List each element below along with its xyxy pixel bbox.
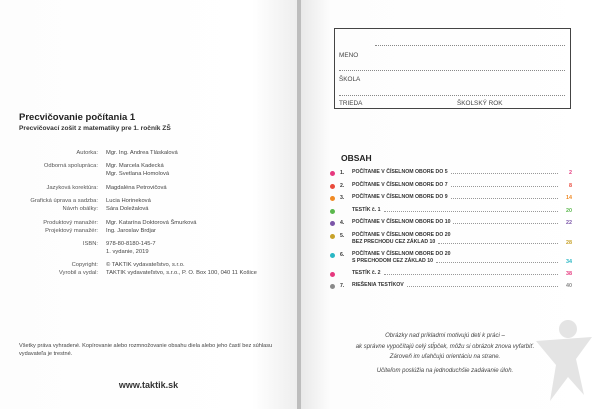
chapter-color-dot: [330, 253, 335, 258]
book-subtitle: Precvičovací zošit z matematiky pre 1. ročník ZŠ: [19, 125, 171, 132]
school-label: ŠKOLA: [339, 76, 361, 83]
name-box: [334, 28, 571, 109]
chapter-number: 5.: [340, 232, 345, 239]
chapter-color-dot: [330, 209, 335, 214]
contents-item[interactable]: [330, 182, 572, 195]
chapter-title: POČÍTANIE V ČÍSELNOM OBORE DO 10: [352, 219, 451, 225]
publisher-logo-icon: [532, 315, 594, 409]
credit-value: Mgr. Ing. Andrea Tláskalová: [106, 150, 178, 156]
contents-item[interactable]: [330, 194, 572, 207]
credit-value: Magdaléna Petrovičová: [106, 184, 167, 191]
page-number: 34: [566, 258, 572, 265]
contents-list: [330, 169, 572, 295]
note-line: Učiteľom poslúžia na jednoduchšie zadávanie úloh.: [376, 367, 514, 374]
chapter-color-dot: [330, 196, 335, 201]
page-number: 28: [566, 239, 572, 246]
rights-notice: Všetky práva vyhradené. Kopírovanie alebo rozmnožovanie obsahu diela alebo jeho častí bez súhlasu vydavateľa je trestné.: [19, 343, 273, 357]
chapter-title: TESTÍK č. 1: [352, 206, 381, 213]
credit-row: [19, 240, 289, 256]
chapter-title: POČÍTANIE V ČÍSELNOM OBORE DO 7: [352, 181, 448, 188]
note-line: Obrázky nad príkladmi motivujú deti k práci –: [385, 333, 505, 339]
chapter-color-dot: [330, 272, 335, 277]
chapter-color-dot: [330, 234, 335, 239]
credit-value: Mgr. Katarína Doktorová Šmurková Ing. Jaroslav Brdjar: [106, 219, 197, 234]
dotted-leader: [451, 173, 558, 174]
chapter-color-dot: [330, 221, 335, 226]
chapter-title: POČÍTANIE V ČÍSELNOM OBORE DO 20 BEZ PRECHODU CEZ ZÁKLAD 10: [352, 231, 451, 245]
school-year-label: ŠKOLSKÝ ROK: [457, 100, 503, 107]
dotted-leader: [384, 274, 558, 275]
page-number: 8: [569, 182, 572, 189]
credit-row: [19, 184, 289, 192]
credit-label: Produktový manažér: Projektový manažér:: [43, 219, 98, 234]
credit-row: [19, 162, 289, 178]
dotted-leader: [451, 186, 558, 187]
dotted-leader: [436, 262, 558, 263]
chapter-color-dot: [330, 171, 335, 176]
page-number: 22: [566, 220, 572, 226]
credit-row: [19, 261, 289, 277]
chapter-number: 2.: [340, 182, 345, 189]
chapter-number: 4.: [340, 220, 345, 226]
credit-label: Copyright: Vyrobil a vydal:: [58, 262, 98, 277]
credit-value: Lucia Horineková Sára Doležalová: [106, 198, 151, 213]
chapter-title: RIEŠENIA TESTÍKOV: [352, 282, 404, 288]
page-number: 14: [566, 195, 572, 201]
chapter-number: 7.: [340, 283, 345, 289]
note-line: ak správne vypočítajú celý stĺpček, môžu si obrázok znova vyfarbiť.: [355, 343, 535, 350]
chapter-number: 1.: [340, 170, 345, 176]
credit-label: Autorka:: [76, 150, 98, 156]
name-line-2[interactable]: [339, 70, 565, 71]
contents-item[interactable]: [330, 232, 572, 251]
dotted-leader: [384, 211, 558, 212]
page-number: 40: [566, 283, 572, 289]
page-number: 20: [566, 207, 572, 214]
dotted-leader: [438, 243, 558, 244]
name-label: MENO: [339, 52, 359, 59]
contents-item[interactable]: [330, 207, 572, 220]
name-line[interactable]: [375, 45, 565, 46]
chapter-color-dot: [330, 284, 335, 289]
chapter-number: 3.: [340, 195, 345, 201]
dotted-leader: [451, 198, 558, 199]
chapter-color-dot: [330, 184, 335, 189]
credit-label: Odborná spolupráca:: [43, 163, 98, 170]
left-page: [0, 0, 297, 409]
credit-value: © TAKTIK vydavateľstvo, s.r.o. TAKTIK vydavateľstvo, s.r.o., P. O. Box 100, 040 11 Košice: [106, 262, 257, 277]
contents-item[interactable]: [330, 282, 572, 295]
class-label: TRIEDA: [339, 100, 363, 107]
chapter-number: 6.: [340, 251, 345, 258]
credit-row: [19, 219, 289, 235]
chapter-title: POČÍTANIE V ČÍSELNOM OBORE DO 5: [352, 169, 448, 175]
page-number: 38: [566, 270, 572, 277]
dotted-leader: [407, 286, 558, 287]
contents-item[interactable]: [330, 219, 572, 232]
chapter-title: POČÍTANIE V ČÍSELNOM OBORE DO 9: [352, 194, 448, 200]
website-link[interactable]: www.taktik.sk: [118, 380, 179, 390]
contents-item[interactable]: [330, 169, 572, 182]
credit-value: Mgr. Marcela Kadecká Mgr. Svetlana Homolová: [106, 163, 170, 178]
chapter-title: TESTÍK č. 2: [352, 269, 381, 276]
credit-row: [19, 149, 289, 157]
book-title: Precvičovanie počítania 1: [19, 112, 136, 123]
credit-row: [19, 197, 289, 213]
contents-item[interactable]: [330, 251, 572, 270]
credit-label: ISBN:: [82, 240, 98, 247]
dotted-leader: [453, 223, 558, 224]
credit-label: Grafická úprava a sadzba: Návrh obálky:: [30, 198, 98, 213]
note-line: Zároveň im uľahčujú orientáciu na strane.: [389, 354, 501, 360]
credit-value: 978-80-8180-145-7 1. vydanie, 2019: [106, 240, 156, 255]
contents-item[interactable]: [330, 270, 572, 283]
contents-title: OBSAH: [341, 153, 372, 163]
credits-list: [19, 149, 289, 283]
page-number: 2: [569, 170, 572, 176]
chapter-title: POČÍTANIE V ČÍSELNOM OBORE DO 20 S PRECHODOM CEZ ZÁKLAD 10: [352, 250, 451, 264]
school-line[interactable]: [339, 95, 565, 96]
credit-label: Jazyková korektúra:: [46, 184, 98, 191]
